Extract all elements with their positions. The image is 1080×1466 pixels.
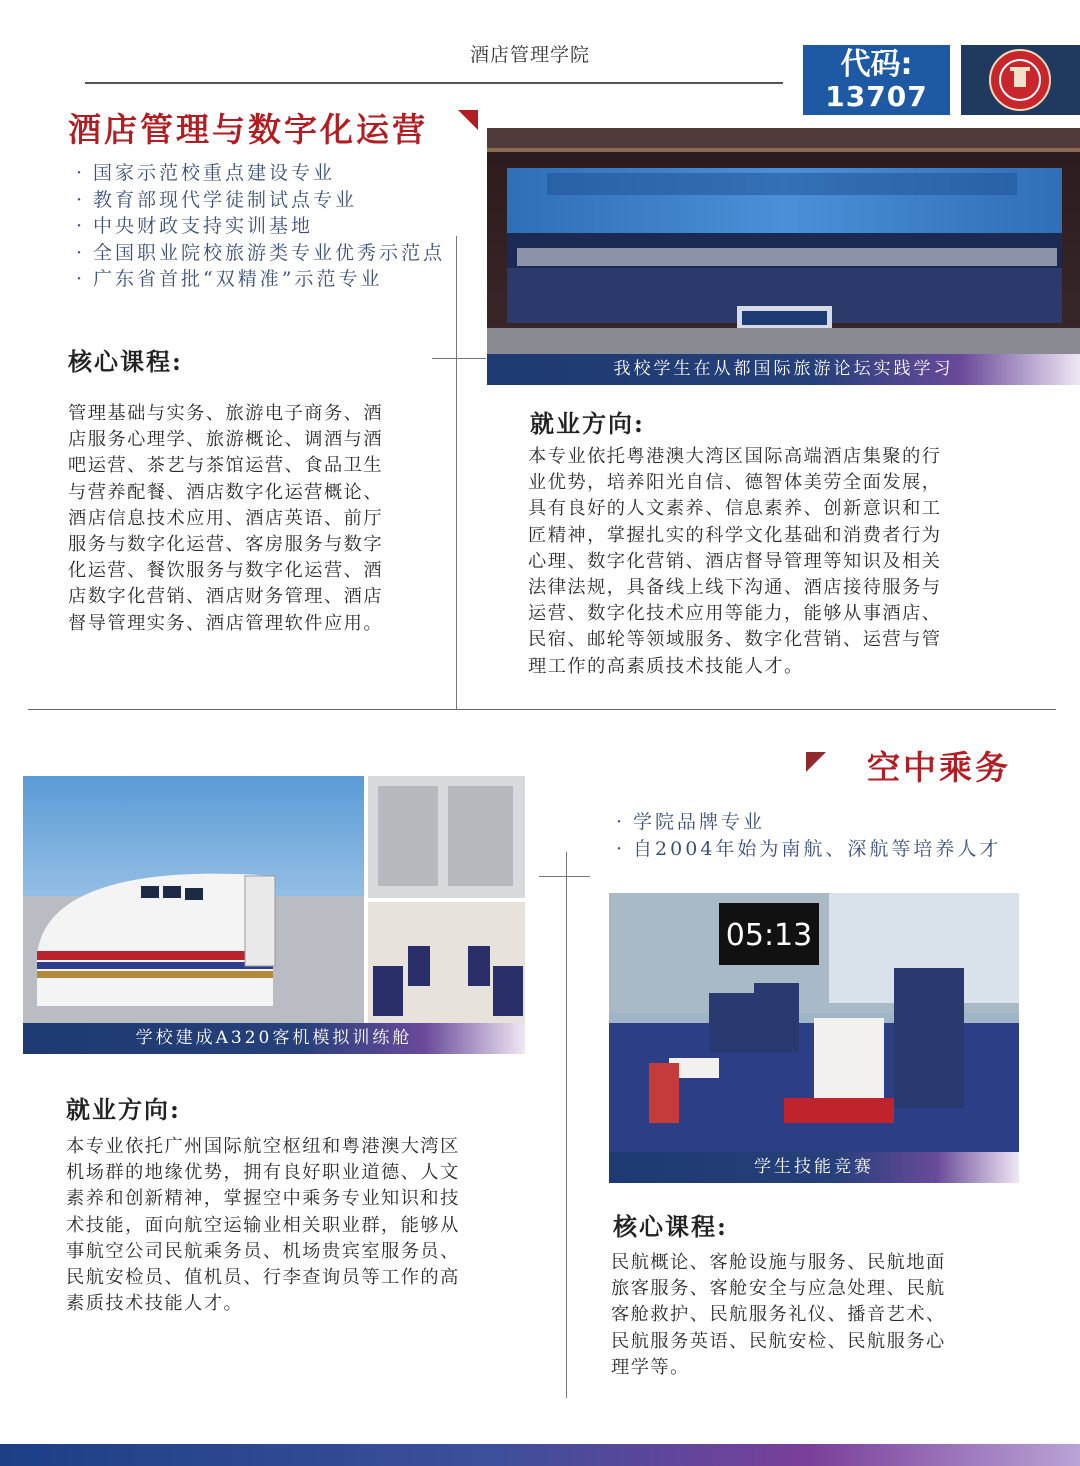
- career-heading: 就业方向:: [66, 1095, 181, 1124]
- hotel-highlights-list: [76, 160, 445, 293]
- section-title-cabin: 空中乘务: [867, 748, 1011, 787]
- simulator-photo: [23, 776, 525, 1054]
- simulator-photo-image: [23, 776, 525, 1054]
- bottom-gradient-bar: [0, 1444, 1080, 1466]
- vertical-divider: [456, 236, 457, 710]
- career-text: 本专业依托广州国际航空枢纽和粤港澳大湾区 机场群的地缘优势，拥有良好职业道德、人文 素养和创新精神，掌握空中乘务专业知识和技 术技能，面向航空运输业相关职业群，能够从 事航空公司民航乘务员、机场贵宾室服务员、 民航安检员、值机员、行李查询员等工作的高 素质技术技能人才。: [66, 1136, 460, 1315]
- section-divider: [28, 709, 1056, 710]
- vertical-divider: [566, 852, 567, 1398]
- forum-photo: [487, 128, 1080, 385]
- core-courses-heading: 核心课程:: [613, 1212, 728, 1241]
- career-text: 本专业依托粤港澳大湾区国际高端酒店集聚的行 业优势，培养阳光自信、德智体美劳全面发展， 具有良好的人文素养、信息素养、创新意识和工 匠精神，掌握扎实的科学文化基础和消费者行为 心理、数字化营销、酒店督导管理等知识及相关 法律法规，具备线上线下沟通、酒店接待服务与 运营、数字化技术应用等能力，能够从事酒店、 民宿、邮轮等领域服务、数字化营销、运营与管 理工作的高素质技术技能人才。: [528, 446, 942, 677]
- list-item: · 教育部现代学徒制试点专业: [76, 187, 445, 214]
- list-item: · 广东省首批“双精准”示范专业: [76, 266, 445, 293]
- header-rule: [85, 82, 783, 84]
- competition-photo-image: [609, 893, 1019, 1183]
- list-item: · 学院品牌专业: [616, 809, 1001, 836]
- competition-photo: [609, 893, 1019, 1183]
- forum-photo-image: [487, 128, 1080, 385]
- cross-tick: [539, 876, 590, 877]
- cross-tick: [432, 358, 486, 359]
- list-item: · 中央财政支持实训基地: [76, 213, 445, 240]
- core-courses-text: 管理基础与实务、旅游电子商务、酒 店服务心理学、旅游概论、调酒与酒 吧运营、茶艺与茶馆运营、食品卫生 与营养配餐、酒店数字化运营概论、 酒店信息技术应用、酒店英语、前厅 服务与数字化运营、客房服务与数字 化运营、餐饮服务与数字化运营、酒 店数字化营销、酒店财务管理、酒店 督导管理实务、酒店管理软件应用。: [68, 403, 384, 634]
- career-heading: 就业方向:: [530, 409, 645, 438]
- simulator-photo-caption: 学校建成A320客机模拟训练舱: [23, 1023, 525, 1054]
- title-corner-mark: [458, 110, 478, 130]
- program-code-label: 代码:: [840, 47, 913, 82]
- section-title-hotel: 酒店管理与数字化运营: [68, 110, 428, 149]
- title-corner-mark: [806, 752, 826, 772]
- list-item: · 国家示范校重点建设专业: [76, 160, 445, 187]
- program-code-badge: [803, 45, 950, 115]
- competition-timer: 05:13: [725, 918, 813, 953]
- list-item: · 全国职业院校旅游类专业优秀示范点: [76, 240, 445, 267]
- core-courses-text: 民航概论、客舱设施与服务、民航地面 旅客服务、客舱安全与应急处理、民航 客舱救护、民航服务礼仪、播音艺术、 民航服务英语、民航安检、民航服务心 理学等。: [611, 1252, 946, 1378]
- college-name: 酒店管理学院: [469, 44, 590, 66]
- program-code-value: 13707: [825, 80, 928, 113]
- school-seal-icon: [989, 49, 1051, 111]
- competition-photo-caption: 学生技能竞赛: [609, 1152, 1019, 1183]
- forum-photo-caption: 我校学生在从都国际旅游论坛实践学习: [487, 354, 1080, 385]
- list-item: · 自2004年始为南航、深航等培养人才: [616, 836, 1001, 863]
- school-logo: [961, 45, 1080, 115]
- cabin-highlights-list: [616, 809, 1001, 862]
- core-courses-heading: 核心课程:: [68, 347, 183, 376]
